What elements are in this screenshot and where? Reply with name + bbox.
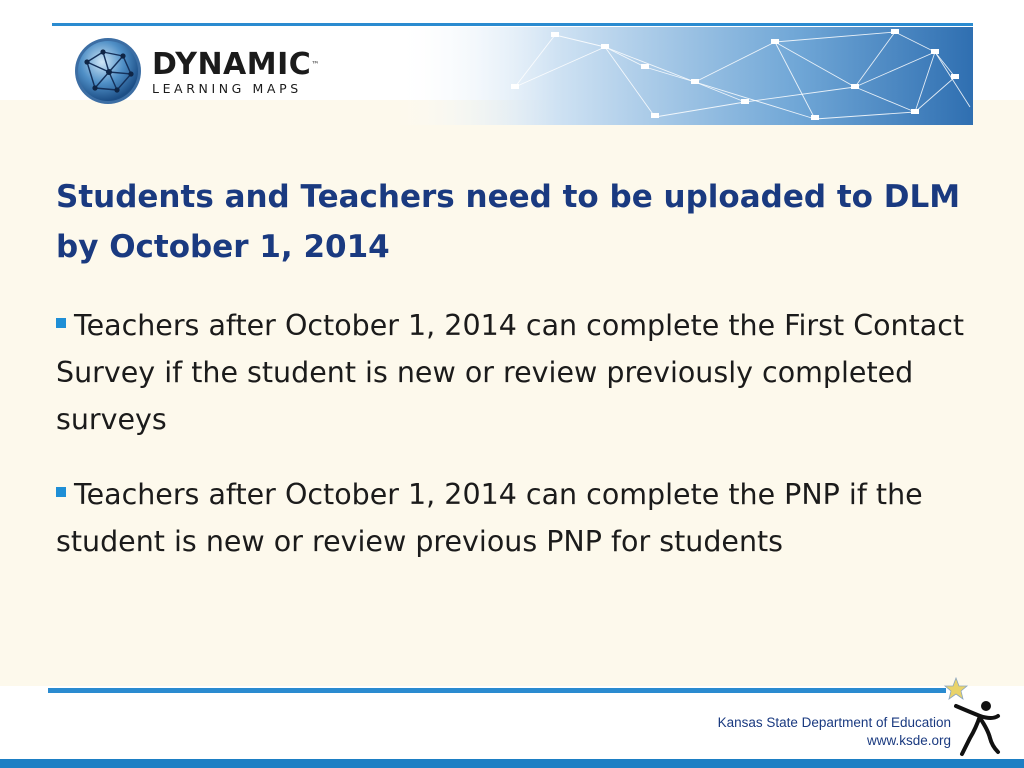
- logo-word-learning-maps: LEARNING MAPS: [152, 81, 302, 96]
- network-globe-icon: [73, 36, 143, 106]
- square-bullet-icon: [56, 318, 66, 328]
- bullet-item: [56, 471, 986, 565]
- dlm-logo-wordmark: [152, 47, 320, 97]
- logo-trademark: ™: [311, 60, 320, 69]
- bullet-list: [56, 302, 986, 593]
- square-bullet-icon: [56, 487, 66, 497]
- slide-title: Students and Teachers need to be uploaded to DLM by October 1, 2014: [56, 179, 961, 265]
- footer-org-url: www.ksde.org: [866, 733, 951, 748]
- footer-org-name: Kansas State Department of Education: [717, 715, 951, 730]
- footer-organization: [718, 714, 951, 750]
- bullet-text: Teachers after October 1, 2014 can complete the First Contact Survey if the student is new or review previously completed surveys: [56, 309, 965, 436]
- ksde-star-figure-icon: [940, 676, 1002, 758]
- bottom-strip: [0, 759, 1024, 768]
- bullet-item: [56, 302, 986, 443]
- top-divider: [52, 23, 973, 26]
- bottom-divider: [48, 688, 946, 693]
- bullet-text: Teachers after October 1, 2014 can complete the PNP if the student is new or review previous PNP for students: [56, 478, 923, 558]
- network-banner-image: [395, 27, 973, 125]
- logo-word-dynamic: DYNAMIC: [152, 47, 312, 82]
